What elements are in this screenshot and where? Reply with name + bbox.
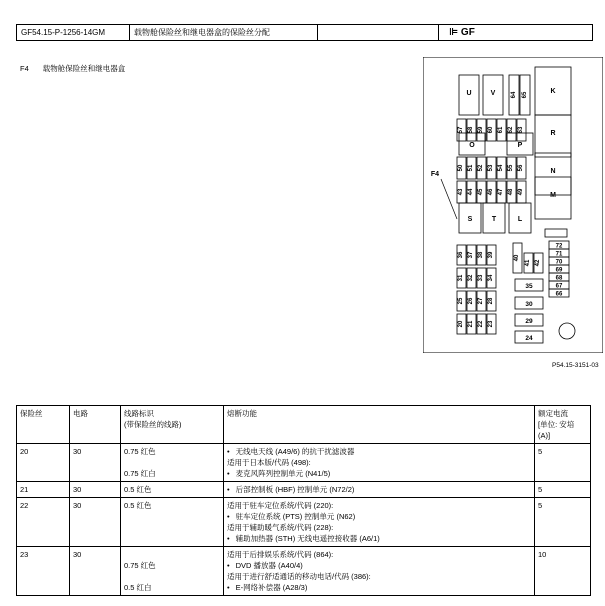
fuse-box-outline	[423, 57, 603, 353]
fuse-label: T	[491, 216, 497, 223]
doc-id: GF54.15-P-1256-14GM	[17, 25, 130, 40]
fuse-label: 60	[488, 126, 494, 134]
table-row	[17, 498, 591, 547]
fuse-label: 65	[522, 91, 528, 99]
fuse-label: 27	[478, 297, 484, 305]
fuse-label: 45	[478, 188, 484, 196]
gf-logo-text: GF	[460, 27, 475, 38]
fuse-label: 23	[488, 320, 494, 328]
fuse-label: 26	[468, 297, 474, 305]
fuse-label: 40	[514, 254, 520, 262]
fuse-label: P	[517, 142, 523, 149]
col-function: 熔断功能	[224, 406, 535, 444]
table-header-row	[17, 406, 591, 444]
section-name: 载物舱保险丝和继电器盒	[42, 64, 126, 73]
fuse-label: 35	[525, 283, 533, 290]
fuse-label: 24	[525, 335, 533, 342]
fuse-label: 28	[488, 297, 494, 305]
cell-amp: 5	[535, 482, 591, 498]
section-title	[20, 63, 139, 74]
fuse-label: 39	[488, 251, 494, 259]
fuse-label: 58	[468, 126, 474, 134]
fuse-label: 47	[498, 188, 504, 196]
fuse-label: F4	[430, 171, 440, 178]
fuse-label: 43	[458, 188, 464, 196]
cell-circuit: 30	[70, 498, 121, 547]
doc-title: 载物舱保险丝和继电器盒的保险丝分配	[130, 25, 318, 40]
table-row	[17, 482, 591, 498]
fuse-label: 31	[458, 274, 464, 282]
fuse-label: 32	[468, 274, 474, 282]
fuse-label: R	[550, 130, 556, 137]
fuse-label: 51	[468, 164, 474, 172]
fuse-label: 33	[478, 274, 484, 282]
cell-fuse: 21	[17, 482, 70, 498]
section-id: F4	[20, 64, 29, 73]
fuse-label: U	[466, 90, 472, 97]
document-header	[16, 24, 593, 41]
diagram-caption: P54.15-3151-03	[552, 362, 599, 369]
cell-circuit: 30	[70, 444, 121, 482]
fuse-label: 57	[458, 126, 464, 134]
gf-logo	[439, 25, 592, 40]
mounting-hole	[559, 323, 575, 339]
col-fuse: 保险丝	[17, 406, 70, 444]
cell-amp: 5	[535, 498, 591, 547]
fuse-label: 37	[468, 251, 474, 259]
empty-cell	[318, 25, 439, 40]
fuse-label: V	[490, 90, 496, 97]
fuse-label: 25	[458, 297, 464, 305]
fuse-label: 53	[488, 164, 494, 172]
fuse-label: 63	[518, 126, 524, 134]
fuse-label: 48	[508, 188, 514, 196]
fuse-label: 29	[525, 318, 533, 325]
fuse-label: 64	[511, 91, 517, 99]
col-wires: 线路标识 (带保险丝的线路)	[121, 406, 224, 444]
fuse-label: 67	[555, 283, 563, 290]
fuse-label: 71	[555, 251, 563, 258]
f4-pointer-line	[441, 179, 457, 219]
fuse-box-diagram	[423, 57, 603, 353]
fuse-label: 66	[555, 291, 563, 298]
fuse-label: 21	[468, 320, 474, 328]
cell-function: • 后部控制板 (HBF) 控制单元 (N72/2)	[224, 482, 535, 498]
cell-circuit: 30	[70, 482, 121, 498]
cell-function: • 无线电天线 (A49/6) 的抗干扰滤波器 适用于日本版/代码 (498): • 麦克风阵列控制单元 (N41/5)	[224, 444, 535, 482]
fuse-label: O	[469, 142, 475, 149]
fuse-label: 62	[508, 126, 514, 134]
cell-fuse: 20	[17, 444, 70, 482]
fuse-label: 50	[458, 164, 464, 172]
fuse-label: 59	[478, 126, 484, 134]
fuse-slot	[545, 229, 567, 237]
fuse-label: 68	[555, 275, 563, 282]
fuse-label: 34	[488, 274, 494, 282]
fuse-label: 38	[478, 251, 484, 259]
fuse-label: 20	[458, 320, 464, 328]
fuse-label: 36	[458, 251, 464, 259]
fuse-label: 56	[518, 164, 524, 172]
table-row	[17, 547, 591, 596]
cell-fuse: 23	[17, 547, 70, 596]
fuse-label: N	[550, 168, 556, 175]
cell-wires: 0.5 红色	[121, 498, 224, 547]
fuse-label: 22	[478, 320, 484, 328]
cell-circuit: 30	[70, 547, 121, 596]
fuse-label: 70	[555, 259, 563, 266]
fuse-label: 49	[518, 188, 524, 196]
table-row	[17, 444, 591, 482]
col-circuit: 电路	[70, 406, 121, 444]
col-amp: 额定电流 [单位: 安培 (A)]	[535, 406, 591, 444]
fuse-label: 42	[535, 259, 541, 267]
cell-function: 适用于后排娱乐系统/代码 (864): • DVD 播放器 (A40/4) 适用于进行舒适通话的移动电话/代码 (386): • E-网络补偿器 (A28/3)	[224, 547, 535, 596]
fuse-label: 46	[488, 188, 494, 196]
fuse-label: 30	[525, 301, 533, 308]
cell-wires: 0.75 红色 0.5 红白	[121, 547, 224, 596]
fuse-label: 52	[478, 164, 484, 172]
fuse-label: 54	[498, 164, 504, 172]
fuse-label: K	[550, 88, 556, 95]
fuse-label: S	[467, 216, 473, 223]
fuse-label: 44	[468, 188, 474, 196]
cell-wires: 0.5 红色	[121, 482, 224, 498]
fuse-label: 55	[508, 164, 514, 172]
fuse-label: L	[517, 216, 523, 223]
fuse-label: 72	[555, 243, 563, 250]
cell-amp: 10	[535, 547, 591, 596]
fuse-label: M	[550, 192, 556, 199]
cell-amp: 5	[535, 444, 591, 482]
fuse-label: 69	[555, 267, 563, 274]
fuse-label: 61	[498, 126, 504, 134]
cell-function: 适用于驻车定位系统/代码 (220): • 驻车定位系统 (PTS) 控制单元 (N62) 适用于辅助暖气系统/代码 (228): • 辅助加热器 (STH) 无线电遥控接收器 (A6/1)	[224, 498, 535, 547]
gf-logo-icon: ⊫	[449, 27, 459, 38]
fuse-table	[16, 405, 591, 596]
cell-wires: 0.75 红色 0.75 红白	[121, 444, 224, 482]
fuse-label: 41	[525, 259, 531, 267]
cell-fuse: 22	[17, 498, 70, 547]
